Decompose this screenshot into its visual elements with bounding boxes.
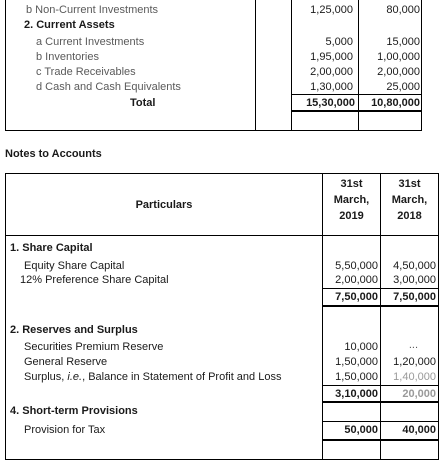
bs-total-top-rule [292, 94, 422, 95]
share-capital-value-2019: 2,00,000 [335, 274, 378, 286]
header-2019-line2: March, [333, 194, 370, 206]
bs-divider-label [255, 0, 256, 131]
reserves-heading: 2. Reserves and Surplus [10, 324, 138, 336]
provisions-value-2018: 40,000 [402, 424, 436, 436]
surplus-label-prefix: Surplus, [24, 371, 68, 383]
bs-section-heading: 2. Current Assets [24, 19, 115, 31]
bs-row-label: b Inventories [36, 51, 99, 63]
notes-left-border [5, 173, 6, 460]
header-2019-line1: 31st [340, 178, 363, 190]
header-2018-line3: 2018 [397, 210, 422, 222]
share-capital-value-2018: 3,00,000 [393, 274, 436, 286]
bs-row-value-2018: 1,00,000 [377, 51, 420, 63]
bs-left-border [5, 0, 6, 131]
reserves-row-label-surplus [24, 371, 281, 384]
provisions-heading: 4. Short-term Provisions [10, 405, 138, 417]
reserves-row-label: Securities Premium Reserve [24, 341, 164, 353]
bs-row-label: c Trade Receivables [36, 66, 136, 78]
share-capital-value-2018: 4,50,000 [393, 260, 436, 272]
bs-row-value-2018: 2,00,000 [377, 66, 420, 78]
bs-bottom-border [5, 130, 422, 131]
provisions-row-label: Provision for Tax [24, 424, 106, 436]
bs-row-label: a Current Investments [36, 36, 145, 48]
bs-row-value-2018: 80,000 [386, 4, 420, 16]
bs-row-label: b Non-Current Investments [26, 4, 159, 16]
reserves-value-2018: 1,20,000 [393, 356, 436, 368]
header-particulars: Particulars [135, 199, 193, 211]
share-capital-total-bottom-rule [323, 305, 439, 307]
reserves-value-2018: ... [408, 339, 418, 351]
reserves-total-2019: 3,10,000 [335, 388, 378, 400]
reserves-total-2018: 20,000 [402, 388, 436, 400]
bs-row-value-2018: 15,000 [386, 36, 420, 48]
reserves-row-label: General Reserve [24, 356, 108, 368]
reserves-value-2019: 1,50,000 [335, 356, 378, 368]
share-capital-row-label: Equity Share Capital [24, 260, 125, 272]
surplus-label-italic: i.e. [67, 371, 83, 383]
provisions-total-top-rule [323, 421, 439, 422]
notes-header-rule [5, 235, 439, 236]
notes-bottom-border [5, 459, 439, 460]
share-capital-row-label: 12% Preference Share Capital [20, 274, 169, 286]
reserves-total-bottom-rule [323, 401, 439, 403]
provisions-value-2019: 50,000 [344, 424, 378, 436]
bs-row-value-2019: 1,95,000 [310, 51, 353, 63]
share-capital-total-top-rule [323, 288, 439, 289]
bs-row-value-2019: 2,00,000 [310, 66, 353, 78]
reserves-value-2018: 1,40,000 [393, 371, 436, 383]
header-2019-line3: 2019 [339, 210, 364, 222]
notes-top-border [5, 173, 439, 174]
share-capital-heading: 1. Share Capital [10, 242, 93, 254]
bs-row-value-2018: 25,000 [386, 81, 420, 93]
bs-row-label: d Cash and Cash Equivalents [36, 81, 181, 93]
share-capital-total-2019: 7,50,000 [335, 291, 378, 303]
notes-title: Notes to Accounts [5, 148, 102, 160]
share-capital-value-2019: 5,50,000 [335, 260, 378, 272]
bs-row-value-2019: 5,000 [325, 36, 353, 48]
surplus-label-suffix: , Balance in Statement of Profit and Loss [82, 371, 282, 383]
reserves-value-2019: 1,50,000 [335, 371, 378, 383]
header-2018-line2: March, [391, 194, 428, 206]
bs-row-value-2019: 1,30,000 [310, 81, 353, 93]
notes-right-border [438, 173, 439, 460]
header-2018-line1: 31st [398, 178, 421, 190]
provisions-total-bottom-rule [323, 439, 439, 441]
bs-total-bottom-rule [292, 110, 422, 112]
bs-total-2018: 10,80,000 [371, 97, 420, 109]
reserves-value-2019: 10,000 [344, 341, 378, 353]
bs-row-value-2019: 1,25,000 [310, 4, 353, 16]
reserves-total-top-rule [323, 385, 439, 386]
bs-total-2019: 15,30,000 [306, 97, 355, 109]
share-capital-total-2018: 7,50,000 [393, 291, 436, 303]
bs-total-label: Total [130, 97, 156, 109]
